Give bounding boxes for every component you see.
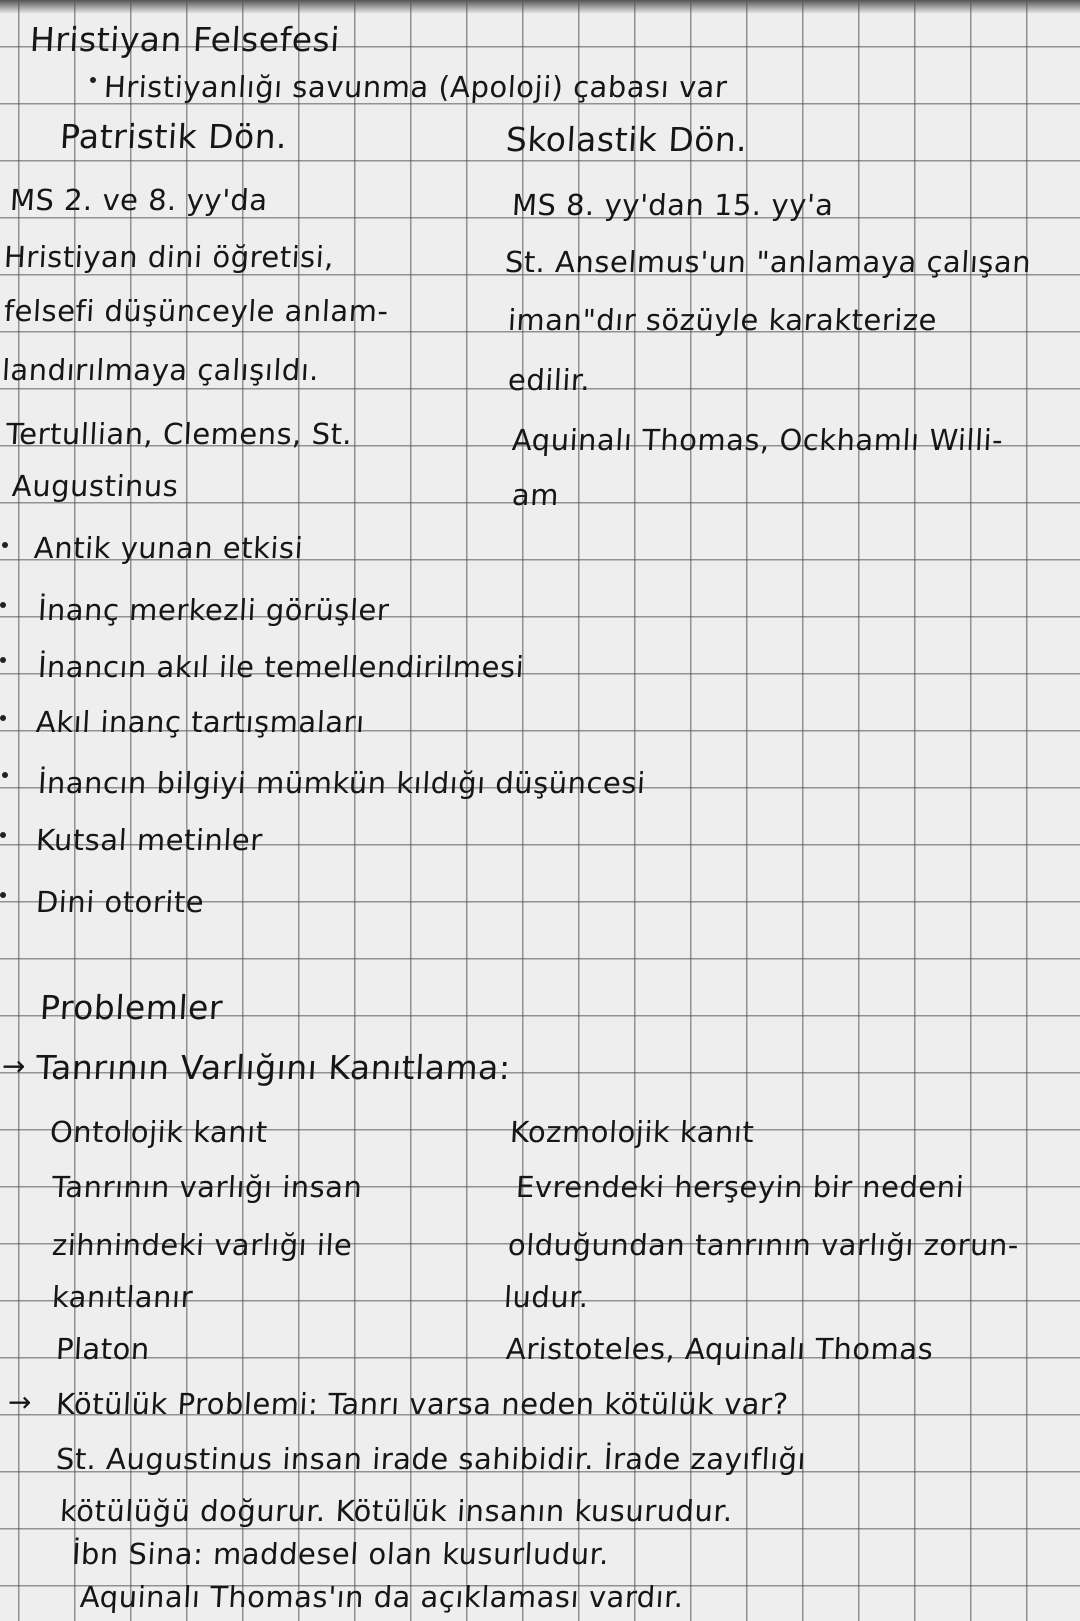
period-right-heading: Skolastik Dön.: [505, 120, 749, 159]
bullet-item: Antik yunan etkisi: [33, 531, 305, 565]
bullet-icon: [0, 832, 6, 838]
page-edge-shadow: [0, 0, 1080, 14]
bullet-item: İnancın bilgiyi mümkün kıldığı düşüncesi: [37, 766, 647, 800]
cosmological-line: Evrendeki herşeyin bir nedeni: [515, 1170, 966, 1204]
bullet-item: Dini otorite: [35, 885, 205, 919]
arrow-icon: →: [8, 1385, 32, 1419]
period-right-line: MS 8. yy'dan 15. yy'a: [511, 188, 835, 222]
bullet-icon: [2, 772, 8, 778]
ontological-heading: Ontolojik kanıt: [49, 1115, 269, 1149]
cosmological-heading: Kozmolojik kanıt: [509, 1115, 756, 1149]
bullet-item: İnancın akıl ile temellendirilmesi: [37, 650, 526, 684]
page-title: Hristiyan Felsefesi: [29, 20, 341, 59]
bullet-item: İnanç merkezli görüşler: [37, 593, 391, 627]
period-left-line: Augustinus: [11, 469, 180, 503]
cosmological-people: Aristoteles, Aquinalı Thomas: [505, 1332, 935, 1366]
bullet-item: Kutsal metinler: [35, 823, 264, 857]
period-right-line: St. Anselmus'un "anlamaya çalışan: [504, 245, 1033, 279]
bullet-icon: [0, 715, 6, 721]
problems-heading: Problemler: [39, 988, 225, 1027]
bullet-icon: [90, 77, 96, 83]
evil-line: St. Augustinus insan irade sahibidir. İrade zayıflığı: [55, 1442, 808, 1476]
bullet-item: Akıl inanç tartışmaları: [35, 705, 366, 739]
cosmological-line: ludur.: [503, 1280, 590, 1314]
cosmological-line: olduğundan tanrının varlığı zorun-: [507, 1228, 1020, 1262]
evil-title: Kötülük Problemi: Tanrı varsa neden kötülük var?: [55, 1387, 790, 1421]
bullet-icon: [0, 892, 6, 898]
evil-line: Aquinalı Thomas'ın da açıklaması vardır.: [79, 1580, 685, 1614]
period-right-line: Aquinalı Thomas, Ockhamlı Willi-: [511, 423, 1004, 457]
bullet-icon: [2, 542, 8, 548]
existence-title: Tanrının Varlığını Kanıtlama:: [35, 1048, 512, 1087]
period-right-line: iman"dır sözüyle karakterize: [507, 303, 938, 337]
period-left-line: MS 2. ve 8. yy'da: [9, 183, 269, 217]
ontological-people: Platon: [55, 1332, 151, 1366]
period-left-line: felsefi düşünceyle anlam-: [3, 294, 390, 328]
bullet-icon: [0, 602, 6, 608]
bullet-icon: [0, 657, 6, 663]
ontological-line: zihnindeki varlığı ile: [51, 1228, 354, 1262]
ontological-line: kanıtlanır: [51, 1280, 194, 1314]
period-left-line: Hristiyan dini öğretisi,: [3, 240, 335, 274]
period-right-line: am: [511, 478, 560, 512]
ontological-line: Tanrının varlığı insan: [51, 1170, 364, 1204]
period-left-heading: Patristik Dön.: [59, 117, 289, 156]
intro-line: Hristiyanlığı savunma (Apoloji) çabası var: [103, 70, 729, 104]
evil-line: İbn Sina: maddesel olan kusurludur.: [71, 1537, 611, 1571]
period-right-line: edilir.: [507, 363, 592, 397]
period-left-line: Tertullian, Clemens, St.: [5, 417, 354, 451]
evil-line: kötülüğü doğurur. Kötülük insanın kusurudur.: [59, 1494, 734, 1528]
period-left-line: landırılmaya çalışıldı.: [1, 353, 321, 387]
arrow-icon: →: [2, 1049, 26, 1083]
